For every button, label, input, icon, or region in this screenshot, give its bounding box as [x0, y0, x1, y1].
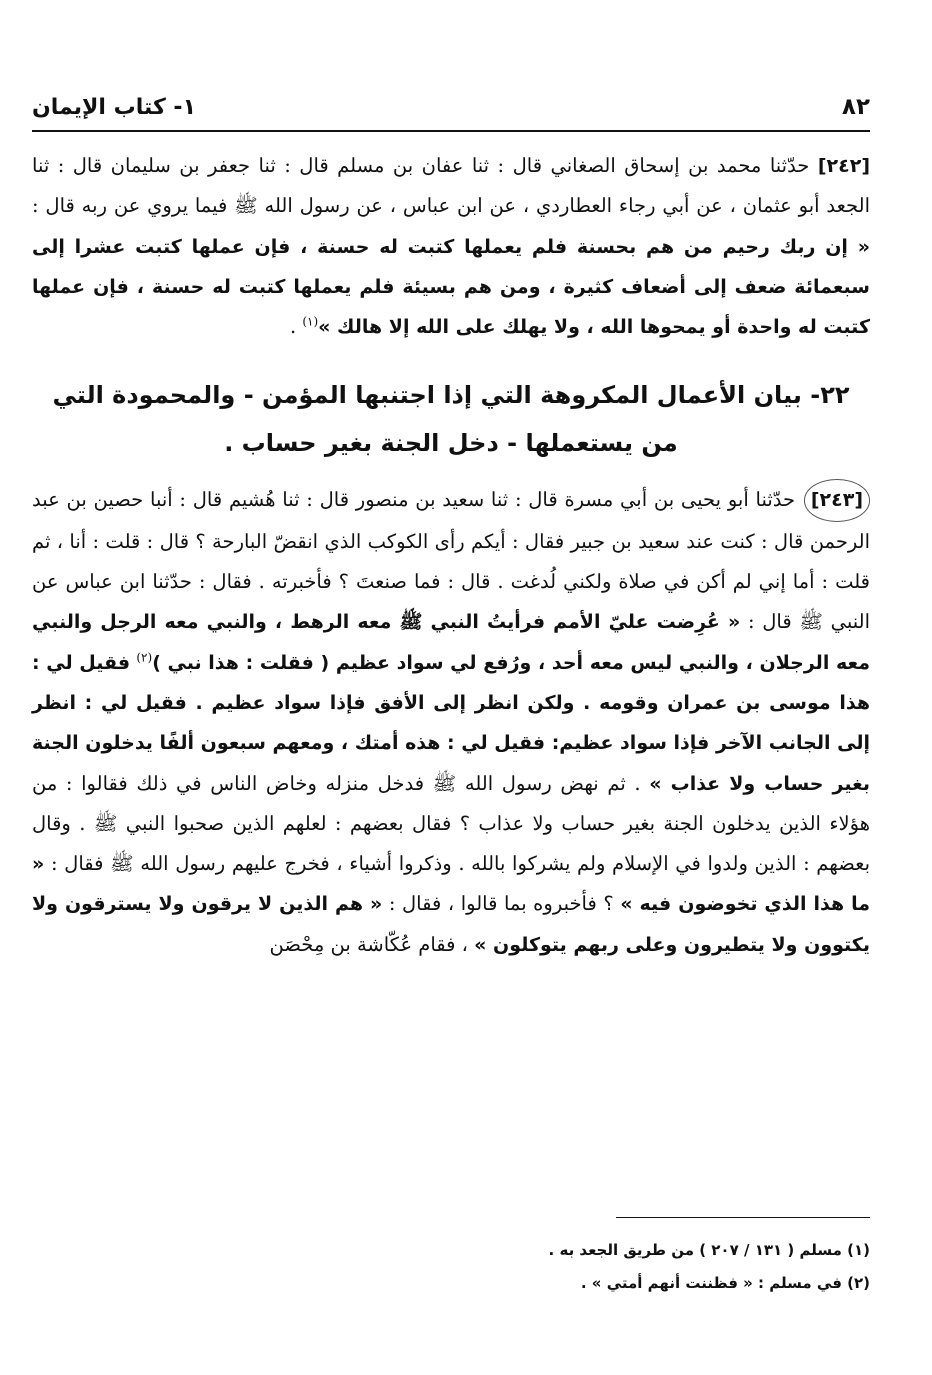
footnote-rule — [616, 1217, 870, 1218]
hadith-end: . — [289, 315, 303, 339]
hadith-matn: « ما هذا الذي تخوضون فيه » — [32, 853, 870, 916]
hadith-isnad: حدّثنا محمد بن إسحاق الصغاني قال : ثنا عفان بن مسلم قال : ثنا جعفر بن سليمان قال : ثنا الجعد أبو عثمان ، عن أبي رجاء العطاردي ، عن ابن عباس ، عن رسول الله ﷺ فيما يروي عن ربه قال : — [32, 154, 870, 218]
footnotes — [32, 1234, 870, 1300]
hadith-243 — [32, 479, 870, 965]
chapter-heading: ٢٢- بيان الأعمال المكروهة التي إذا اجتنبها المؤمن - والمحمودة التي من يستعملها - دخل الجنة بغير حساب . — [52, 381, 850, 458]
hadith-text: ؟ فأخبروه بما قالوا ، فقال : — [388, 892, 621, 916]
hadith-text: حدّثنا أبو يحيى بن أبي مسرة قال : ثنا سعيد بن منصور قال : ثنا هُشيم قال : أنبا حصين بن عبد الرحمن قال : كنت عند سعيد بن جبير فقال : أيكم رأى الكوكب الذي انقضّ البارحة ؟ قال : قلت : أنا ، ثم قلت : أما إني لم أكن في صلاة ولكني لُدغت . قال : فما صنعتَ ؟ فأخبرته . فقال : حدّثنا ابن عباس عن النبي ﷺ قال : — [32, 488, 870, 634]
book-title: ١- كتاب الإيمان — [32, 95, 196, 120]
hadith-number: [٢٤٢] — [817, 155, 871, 177]
book-page — [32, 0, 870, 1375]
hadith-number: [٢٤٣] — [804, 479, 870, 521]
hadith-matn: « إن ربك رحيم من هم بحسنة فلم يعملها كتبت له حسنة ، فإن عملها كتبت عشرا إلى سبعمائة ضعف إلى أضعاف كثيرة ، ومن هم بسيئة فلم يعملها كتبت له حسنة ، فإن عملها كتبت له واحدة أو يمحوها الله ، ولا يهلك على الله إلا هالك » — [32, 235, 870, 339]
hadith-242 — [32, 146, 870, 347]
hadith-matn: « هم الذين لا يرقون ولا يسترقون ولا يكتوون ولا يتطيرون وعلى ربهم يتوكلون » — [32, 893, 870, 956]
running-header — [32, 86, 870, 120]
main-text — [32, 146, 870, 965]
hadith-text: . ثم نهض رسول الله ﷺ فدخل منزله وخاض الناس في ذلك فقالوا : من هؤلاء الذين يدخلون الجنة بغير حساب ولا عذاب ؟ فقال بعضهم : لعلهم الذين صحبوا النبي ﷺ . وقال بعضهم : الذين ولدوا في الإسلام ولم يشركوا بالله . وذكروا أشياء ، فخرج عليهم رسول الله ﷺ فقال : — [32, 771, 870, 876]
hadith-matn: « عُرِضت عليّ الأمم فرأيتُ النبي ﷺ معه الرهط ، والنبي معه الرجل والنبي معه الرجلان ، والنبي ليس معه أحد ، ورُفع لي سواد عظيم ( فقلت : هذا نبي ) — [32, 611, 871, 674]
hadith-text: ، فقام عُكّاشة بن مِحْصَن — [269, 932, 475, 956]
footnote-ref: (١) — [302, 314, 319, 329]
footnote-ref: (٢) — [136, 650, 153, 665]
header-rule — [32, 130, 870, 132]
page-number: ٨٢ — [841, 94, 870, 120]
hadith-matn: فقيل لي : هذا موسى بن عمران وقومه . ولكن انظر إلى الأفق فإذا سواد عظيم . فقيل لي : انظر إلى الجانب الآخر فإذا سواد عظيم: فقيل لي : هذه أمتك ، ومعهم سبعون ألفًا يدخلون الجنة بغير حساب ولا عذاب » — [32, 651, 870, 795]
footnote-1: (١) مسلم ( ١٣١ / ٢٠٧ ) من طريق الجعد به . — [548, 1241, 870, 1259]
footnote-2: (٢) في مسلم : « فظننت أنهم أمتي » . — [580, 1274, 870, 1292]
